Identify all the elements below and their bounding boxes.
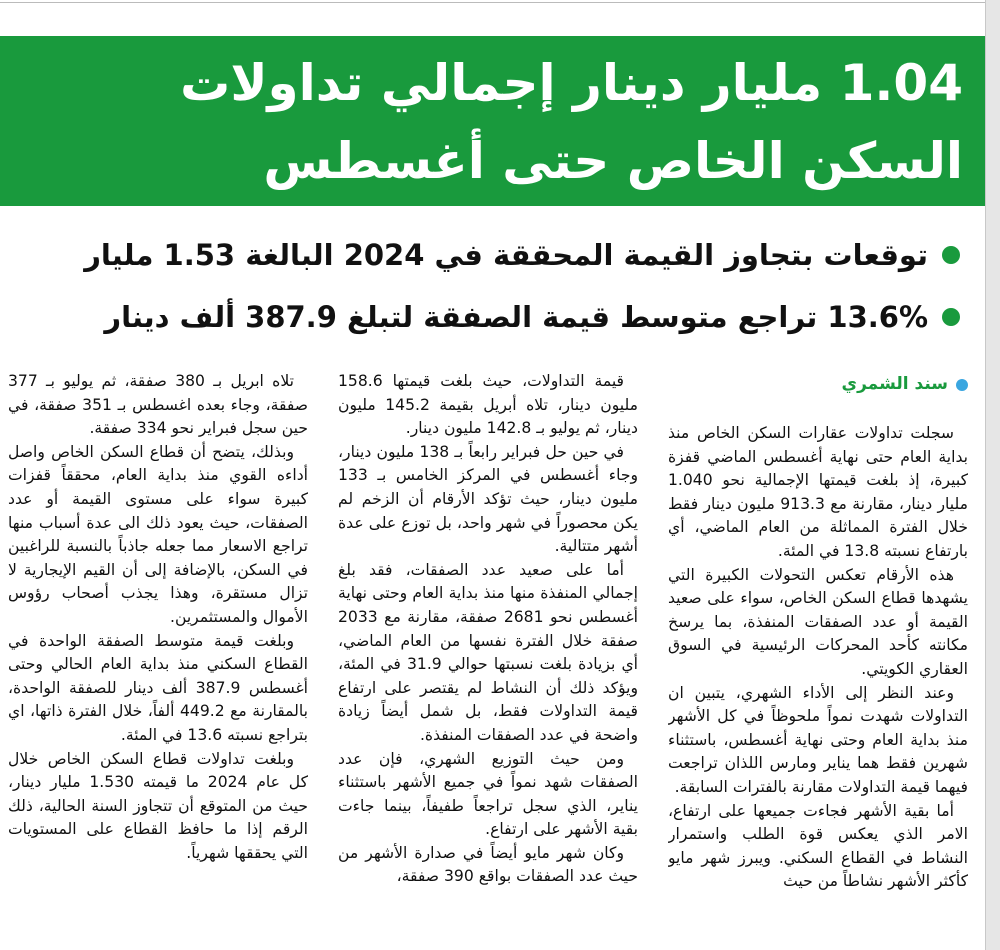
byline xyxy=(668,370,968,400)
paragraph: في حين حل فبراير رابعاً بـ 138 مليون دينار، وجاء أغسطس في المركز الخامس بـ 133 مليون دينار، حيث تؤكد الأرقام أن الزخم لم يكن محصوراً في شهر واحد، بل توزع على عدة أشهر متتالية. xyxy=(338,442,638,556)
paragraph: أما بقية الأشهر فجاءت جميعها على ارتفاع، الامر الذي يعكس قوة الطلب واستمرار النشاط في القطاع السكني. ويبرز شهر مايو كأكثر الأشهر نشاطاً من حيث xyxy=(668,801,968,891)
bullet-icon xyxy=(942,246,960,264)
paragraph: سجلت تداولات عقارات السكن الخاص منذ بداية العام حتى نهاية أغسطس الماضي قفزة كبيرة، إذ بلغت قيمتها الإجمالية نحو 1.040 مليار دينار، مقارنة مع 913.3 مليون دينار فقط خلال الفترة المماثلة من العام الماضي، أي بارتفاع نسبته 13.8 في المئة. xyxy=(668,424,968,560)
column-1 xyxy=(668,370,968,945)
subhead-text: توقعات بتجاوز القيمة المحققة في 2024 البالغة 1.53 مليار xyxy=(84,238,928,272)
column-3 xyxy=(8,370,308,945)
author-name: سند الشمري xyxy=(841,374,948,395)
paragraph: وكان شهر مايو أيضاً في صدارة الأشهر من حيث عدد الصفقات بواقع 390 صفقة، xyxy=(338,843,638,886)
paragraph: قيمة التداولات، حيث بلغت قيمتها 158.6 مليون دينار، تلاه أبريل بقيمة 145.2 مليون دينار، ثم يوليو بـ 142.8 مليون دينار. xyxy=(338,372,638,438)
paragraph: وعند النظر إلى الأداء الشهري، يتبين ان التداولات شهدت نمواً ملحوظاً في كل الأشهر منذ بداية العام وحتى نهاية أغسطس، باستثناء شهرين فقط هما يناير ومارس اللذان تراجعت فيهما قيمة التداولات مقارنة بالفترات السابقة. xyxy=(668,683,968,796)
top-rule xyxy=(0,2,1000,3)
byline-dot-icon xyxy=(956,379,968,391)
bullet-icon xyxy=(942,308,960,326)
headline-banner xyxy=(0,36,985,206)
paragraph: ومن حيث التوزيع الشهري، فإن عدد الصفقات شهد نمواً في جميع الأشهر باستثناء يناير، الذي سجل تراجعاً طفيفاً، بينما جاءت بقية الأشهر على ارتفاع. xyxy=(338,749,638,839)
paragraph: أما على صعيد عدد الصفقات، فقد بلغ إجمالي المنفذة منها منذ بداية العام وحتى نهاية أغسطس نحو 2681 صفقة، مقارنة مع 2033 صفقة خلال الفترة نفسها من العام الماضي، أي بزيادة بلغت نسبتها حوالي 31.9 في المئة، ويؤكد ذلك أن النشاط لم يقتصر على ارتفاع قيمة التداولات فقط، بل شمل أيضاً زيادة واضحة في عدد الصفقات المنفذة. xyxy=(338,560,638,744)
subhead xyxy=(90,286,960,348)
paragraph: تلاه ابريل بـ 380 صفقة، ثم يوليو بـ 377 صفقة، وجاء بعده اغسطس بـ 351 صفقة، في حين سجل فبراير نحو 334 صفقة. xyxy=(8,372,308,438)
subhead-text: 13.6% تراجع متوسط قيمة الصفقة لتبلغ 387.9 ألف دينار xyxy=(104,300,928,334)
subhead xyxy=(84,224,960,286)
article-body xyxy=(8,370,968,945)
page-edge xyxy=(985,0,1000,950)
column-2 xyxy=(338,370,638,945)
headline: 1.04 مليار دينار إجمالي تداولات السكن الخاص حتى أغسطس xyxy=(180,54,963,190)
paragraph: وبلغت قيمة متوسط الصفقة الواحدة في القطاع السكني منذ بداية العام الحالي وحتى أغسطس 387.9 ألف دينار للصفقة الواحدة، بالمقارنة مع 449.2 ألفاً، خلال الفترة ذاتها، اي بتراجع نسبته 13.6 في المئة. xyxy=(8,631,308,744)
paragraph: وبلغت تداولات قطاع السكن الخاص خلال كل عام 2024 ما قيمته 1.530 مليار دينار، حيث من المتوقع أن تتجاوز السنة الحالية، ذلك الرقم إذا ما حافظ القطاع على المستويات التي يحققها شهرياً. xyxy=(8,749,308,862)
subheads xyxy=(84,224,960,348)
paragraph: هذه الأرقام تعكس التحولات الكبيرة التي يشهدها قطاع السكن الخاص، سواء على صعيد القيمة أو عدد الصفقات المنفذة، بما يرسخ مكانته كأحد المحركات الرئيسية في السوق العقاري الكويتي. xyxy=(668,565,968,678)
paragraph: وبذلك، يتضح أن قطاع السكن الخاص واصل أداءه القوي منذ بداية العام، محققاً قفزات كبيرة سواء على مستوى القيمة أو عدد الصفقات، حيث يعود ذلك الى عدة أسباب منها تراجع الاسعار مما جعله جاذباً بالنسبة للراغبين في السكن، بالإضافة إلى أن القيم الإيجارية لا تزال مستقرة، وهذا يجذب أصحاب رؤوس الأموال والمستثمرين. xyxy=(8,442,308,626)
